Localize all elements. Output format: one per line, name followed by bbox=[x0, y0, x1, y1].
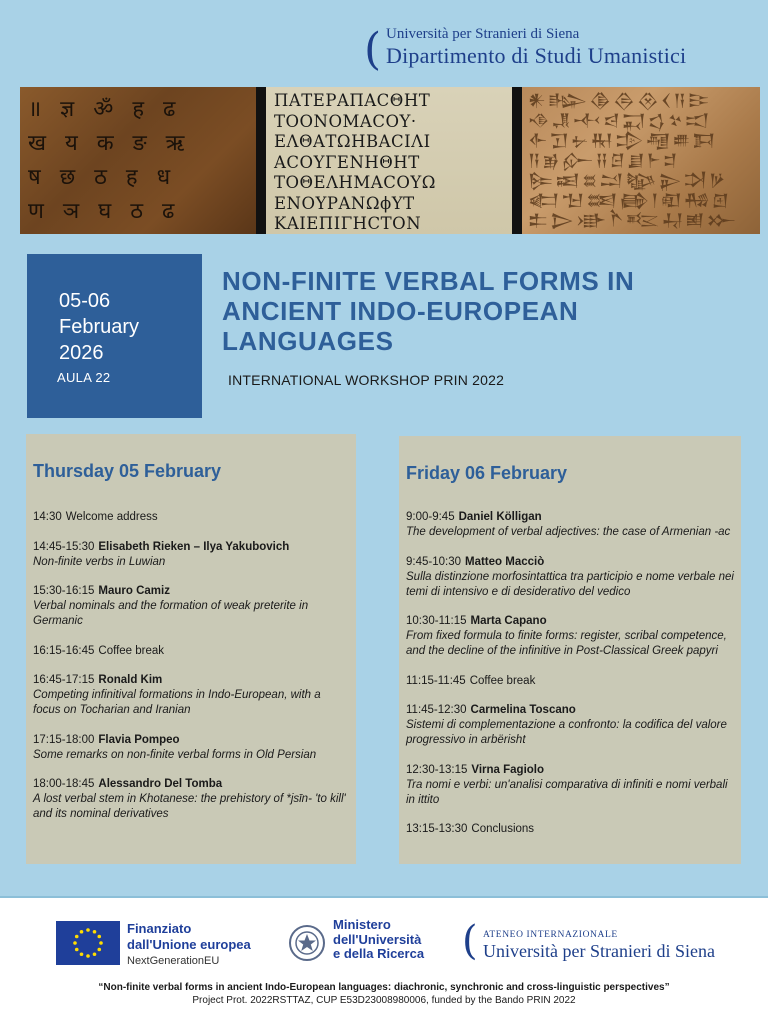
entry-talk-title: From fixed formula to finite forms: register, scribal competence, and the decline of the infinitive in Post-Classical Greek papyri bbox=[406, 630, 727, 657]
entry-talk-title: Non-finite verbs in Luwian bbox=[33, 555, 166, 568]
nextgeneu-label: NextGenerationEU bbox=[127, 955, 220, 967]
cuneiform-tablet-image: 𒀭𒈗𒆠𒁲𒊮𒌋𒀀𒄿 𒈾𒂗𒋾𒁀𒍑𒌓𒆳𒀊 𒅆𒋛𒉡𒊑𒄠𒆷𒌑𒁕 𒀀𒂊𒅎𒍝𒆪𒋗𒈨𒄑 𒌉𒀜𒊺𒁺𒆧𒉌𒋫𒃻 𒅗𒈠𒌅𒂵𒁹𒊏𒄀𒇻 𒉺𒆕𒀝𒋻𒌈𒄷𒅖𒁍 bbox=[522, 87, 760, 234]
program-entry bbox=[406, 703, 735, 748]
entry-time: 11:45-12:30 bbox=[406, 704, 467, 716]
usi-brace-icon: ( bbox=[462, 918, 478, 964]
greek-line: ΤΟΘΕΛΗΜΑCΟΥΩ bbox=[274, 173, 436, 192]
eu-star-icon bbox=[99, 941, 103, 945]
entry-time: 17:15-18:00 bbox=[33, 733, 95, 746]
funding-logos bbox=[0, 915, 768, 975]
workshop-title: NON-FINITE VERBAL FORMS IN ANCIENT INDO-EUROPEAN LANGUAGES bbox=[222, 266, 635, 356]
project-info bbox=[0, 981, 768, 1007]
greek-line: ΕΛΘΑΤΩΗΒΑCΙΛΙ bbox=[274, 132, 431, 151]
eu-star-icon bbox=[93, 952, 97, 956]
date-year: 2026 bbox=[59, 342, 104, 364]
entry-note: Coffee break bbox=[469, 674, 536, 687]
eu-star-icon bbox=[73, 941, 77, 945]
usi-name-label: Università per Stranieri di Siena bbox=[483, 941, 715, 961]
entry-talk-title: Sistemi di complementazione a confronto: la codifica del valore progressivo in arbërisht bbox=[406, 719, 727, 746]
entry-speaker: Matteo Macciò bbox=[465, 555, 545, 568]
entry-speaker: Ronald Kim bbox=[98, 674, 163, 686]
ministry-line2: dell'Università bbox=[333, 931, 422, 947]
date-box bbox=[27, 254, 202, 418]
entry-time: 16:15-16:45 bbox=[33, 644, 95, 657]
friday-entries bbox=[406, 510, 735, 852]
date-days: 05-06 bbox=[59, 290, 111, 312]
entry-speaker: Carmelina Toscano bbox=[470, 704, 576, 716]
room-label: AULA 22 bbox=[57, 370, 111, 385]
entry-speaker: Daniel Kölligan bbox=[458, 511, 542, 523]
entry-time: 16:45-17:15 bbox=[33, 674, 95, 686]
friday-program bbox=[399, 436, 741, 864]
ministry-line1: Ministero bbox=[333, 917, 391, 932]
project-title: “Non-finite verbal forms in ancient Indo-European languages: diachronic, synchronic and cross-linguistic perspectives” bbox=[98, 982, 670, 993]
entry-time: 14:30 bbox=[33, 511, 62, 523]
friday-heading: Friday 06 February bbox=[406, 463, 568, 483]
program-entry bbox=[33, 644, 350, 659]
date-month: February bbox=[59, 316, 140, 338]
entry-time: 13:15-13:30 bbox=[406, 823, 468, 835]
entry-talk-title: The development of verbal adjectives: the case of Armenian -ac bbox=[406, 526, 731, 538]
program-entry bbox=[406, 822, 735, 837]
entry-speaker: Virna Fagiolo bbox=[471, 763, 545, 776]
entry-note: Conclusions bbox=[471, 823, 535, 835]
entry-talk-title: Sulla distinzione morfosintattica tra participio e nome verbale nei temi di intensivo e di desiderativo del vedico bbox=[406, 570, 734, 598]
entry-speaker: Alessandro Del Tomba bbox=[98, 778, 223, 790]
eu-star-icon bbox=[97, 935, 101, 939]
workshop-subtitle: INTERNATIONAL WORKSHOP PRIN 2022 bbox=[228, 372, 505, 388]
thursday-heading: Thursday 05 February bbox=[33, 461, 222, 481]
entry-time: 14:45-15:30 bbox=[33, 540, 95, 553]
program-entry bbox=[406, 763, 735, 808]
italian-republic-emblem-icon bbox=[287, 921, 327, 965]
eu-star-icon bbox=[75, 948, 79, 952]
greek-line: ΚΑΙΕΠΙΓΗCΤΟΝ bbox=[274, 214, 422, 233]
entry-time: 12:30-13:15 bbox=[406, 763, 468, 776]
entry-speaker: Mauro Camiz bbox=[98, 585, 170, 597]
program-entry bbox=[406, 510, 735, 540]
ministry-label bbox=[333, 918, 424, 962]
program-entry bbox=[33, 584, 350, 629]
usi-ateneo-label: ATENEO INTERNAZIONALE bbox=[483, 930, 618, 940]
eu-star-icon bbox=[86, 928, 90, 932]
department-name: Dipartimento di Studi Umanistici bbox=[386, 43, 687, 68]
eu-star-icon bbox=[80, 930, 84, 934]
thursday-entries bbox=[33, 510, 350, 837]
entry-note: Welcome address bbox=[65, 511, 158, 523]
logo-brace-icon: ( bbox=[364, 24, 382, 75]
greek-line: ΕΝΟΥΡΑΝΩϕΥΤ bbox=[274, 193, 415, 213]
entry-talk-title: Verbal nominals and the formation of weak preterite in Germanic bbox=[33, 600, 309, 627]
greek-manuscript-image bbox=[266, 87, 512, 234]
entry-talk-title: Tra nomi e verbi: un'analisi comparativa di infiniti e nomi verbali in ittito bbox=[406, 778, 728, 806]
program-entry bbox=[33, 510, 350, 525]
entry-speaker: Elisabeth Rieken – Ilya Yakubovich bbox=[98, 540, 290, 553]
entry-talk-title: Some remarks on non-finite verbal forms in Old Persian bbox=[33, 748, 317, 761]
ministry-line3: e della Ricerca bbox=[333, 946, 425, 961]
eu-star-icon bbox=[86, 954, 90, 958]
program-entry bbox=[33, 540, 350, 570]
usi-logo bbox=[462, 918, 742, 967]
university-name: Università per Stranieri di Siena bbox=[386, 26, 580, 42]
greek-line: ΠΑΤΕΡΑΠΑCΘΗΤ bbox=[274, 91, 431, 110]
entry-talk-title: A lost verbal stem in Khotanese: the prehistory of *jsīn- 'to kill' and its nominal derivatives bbox=[33, 793, 346, 820]
entry-time: 11:15-11:45 bbox=[406, 674, 466, 687]
eu-star-icon bbox=[97, 948, 101, 952]
entry-time: 9:45-10:30 bbox=[406, 555, 461, 568]
brahmi-manuscript-image: ॥ ज्ञ ॐ ह ढ ख य क ङ ऋ ष छ ठ ह ध ण ञ घ ठ ढ bbox=[20, 87, 256, 234]
entry-talk-title: Competing infinitival formations in Indo-European, with a focus on Tocharian and Iranian bbox=[33, 689, 321, 716]
program-entry bbox=[33, 673, 350, 718]
eu-star-icon bbox=[75, 935, 79, 939]
entry-time: 18:00-18:45 bbox=[33, 778, 95, 790]
university-logo bbox=[364, 26, 754, 76]
entry-note: Coffee break bbox=[98, 644, 165, 657]
header-image-strip bbox=[20, 87, 760, 234]
entry-time: 15:30-16:15 bbox=[33, 585, 95, 597]
thursday-program bbox=[26, 434, 356, 864]
program-entry bbox=[406, 555, 735, 600]
entry-speaker: Flavia Pompeo bbox=[98, 733, 180, 746]
eu-flag-icon bbox=[56, 921, 120, 965]
entry-speaker: Marta Capano bbox=[470, 615, 547, 627]
greek-line: ΤΟΟΝΟΜΑCΟΥ· bbox=[274, 111, 417, 131]
program-entry bbox=[33, 733, 350, 763]
entry-time: 10:30-11:15 bbox=[406, 615, 467, 627]
eu-funded-label: Finanziato bbox=[127, 921, 192, 936]
eu-star-icon bbox=[80, 952, 84, 956]
project-funding: Project Prot. 2022RSTTAZ, CUP E53D23008980006, funded by the Bando PRIN 2022 bbox=[192, 995, 576, 1006]
entry-time: 9:00-9:45 bbox=[406, 511, 455, 523]
program-entry bbox=[33, 777, 350, 822]
program-entry bbox=[406, 614, 735, 659]
program-entry bbox=[406, 674, 735, 689]
greek-line: ΑCΟΥΓΕΝΗΘΗΤ bbox=[274, 152, 420, 172]
eu-star-icon bbox=[93, 930, 97, 934]
eu-union-label: dall'Unione europea bbox=[127, 937, 251, 952]
